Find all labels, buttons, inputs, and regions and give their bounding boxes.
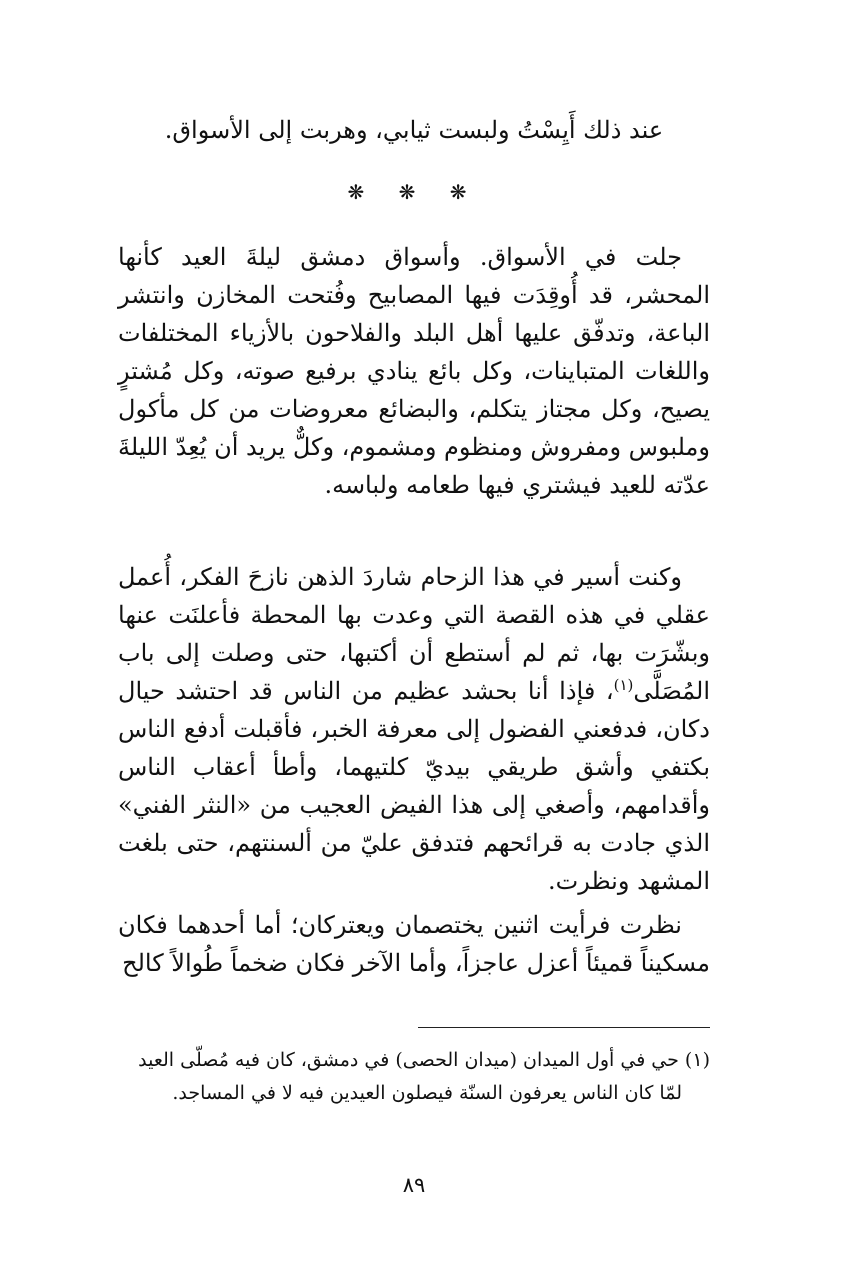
paragraph-2-text-after: ، فإذا أنا بحشد عظيم من الناس قد احتشد حيال دكان، فدفعني الفضول إلى معرفة الخبر، فأقبلت أدفع الناس بكتفي وأشق طريقي بيديّ كلتيهما، وأطأ أعقاب الناس وأقدامهم، وأصغي إلى هذا الفيض العجيب من «النثر الفني» الذي جادت به قرائحهم فتدفق عليّ من ألسنتهم، حتى بلغت المشهد ونظرت. — [118, 677, 710, 895]
footnote-line-2: لمّا كان الناس يعرفون السنّة فيصلون العيدين فيه لا في المساجد. — [172, 1082, 682, 1104]
opening-line: عند ذلك أَيِسْتُ ولبست ثيابي، وهربت إلى الأسواق. — [164, 116, 664, 144]
paragraph-2-text-before: وكنت أسير في هذا الزحام شاردَ الذهن نازحَ الفكر، أُعمل عقلي في هذه القصة التي وعدت بها المحطة فأعلنَت عنها وبشّرَت بها، ثم لم أستطع أن أكتبها، حتى وصلت إلى باب المُصَلَّى — [118, 563, 710, 705]
footnote-divider — [418, 1027, 710, 1028]
book-page — [118, 0, 710, 1270]
section-separator: ❋ ❋ ❋ — [347, 180, 481, 204]
page-number: ٨٩ — [402, 1173, 426, 1197]
footnote-reference: (١) — [613, 676, 634, 694]
paragraph-2 — [118, 558, 710, 900]
paragraph-3: نظرت فرأيت اثنين يختصمان ويعتركان؛ أما أحدهما فكان مسكيناً قميئاً أعزل عاجزاً، وأما الآخر فكان ضخماً طُوالاً كالح — [118, 911, 710, 977]
paragraph-1: جلت في الأسواق. وأسواق دمشق ليلةَ العيد كأنها المحشر، قد أُوقِدَت فيها المصابيح وفُتحت المخازن وانتشر الباعة، وتدفّق عليها أهل البلد والفلاحون بالأزياء المختلفات واللغات المتباينات، وكل بائع ينادي برفيع صوته، وكل مُشترٍ يصيح، وكل مجتاز يتكلم، والبضائع معروضات من كل مأكول وملبوس ومفروش ومنظوم ومشموم، وكلٌّ يريد أن يُعِدّ الليلةَ عدّته للعيد فيشتري فيها طعامه ولباسه. — [118, 243, 710, 499]
footnote — [118, 1044, 710, 1110]
footnote-line-1: (١) حي في أول الميدان (ميدان الحصى) في دمشق، كان فيه مُصلّى العيد — [138, 1049, 710, 1071]
